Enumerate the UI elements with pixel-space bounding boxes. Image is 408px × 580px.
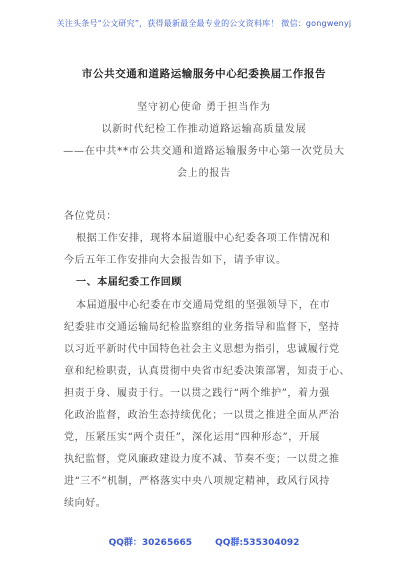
header-promo-note: 关注头条号“公文研究”，获得最新最全最专业的公文资料库！ 微信：gongwenyj — [56, 19, 352, 28]
section-1-line-2: 纪委驻市交通运输局纪检监察组的业务指导和监督下，坚持 — [64, 322, 340, 333]
section-1-line-1: 本届道服中心纪委在市交通局党组的坚强领导下，在市 — [76, 300, 331, 311]
section-1-line-6: 化政治监督，政治生态持续优化；一以贯之推进全面从严治 — [64, 410, 340, 421]
section-1-line-10: 续向好。 — [64, 498, 107, 509]
section-1-line-8: 执纪监督，党风廉政建设力度不减、节奏不变；一以贯之推 — [64, 454, 340, 465]
subtitle-line-2: 以新时代纪检工作推动道路运输高质量发展 — [101, 124, 307, 135]
footer-qq-group-2: QQ群:535304092 — [215, 538, 300, 548]
footer-qq-group-1: QQ群：30265665 — [108, 538, 192, 548]
subtitle-line-3: ——在中共**市公共交通和道路运输服务中心第一次党员大 — [63, 146, 345, 157]
section-1-heading: 一、本届纪委工作回顾 — [76, 277, 182, 288]
subtitle-line-1: 坚守初心使命 勇于担当作为 — [137, 102, 271, 113]
footer-qq-groups — [0, 535, 408, 548]
section-1-line-4: 章和纪检职责，认真贯彻中央省市纪委决策部署，知责于心、 — [64, 366, 351, 377]
section-1-line-3: 以习近平新时代中国特色社会主义思想为指引，忠诚履行党 — [64, 344, 340, 355]
section-1-line-9: 进“三不”机制，严格落实中央八项规定精神，政风行风持 — [64, 476, 330, 487]
document-title: 市公共交通和道路运输服务中心纪委换届工作报告 — [81, 68, 327, 80]
section-1-line-7: 党，压紧压实“两个责任”，深化运用“四种形态”，开展 — [64, 432, 321, 443]
intro-line-2: 今后五年工作安排向大会报告如下，请予审议。 — [64, 255, 287, 266]
intro-line-1: 根据工作安排，现将本届道服中心纪委各项工作情况和 — [76, 233, 331, 244]
greeting: 各位党员： — [64, 211, 117, 222]
subtitle-line-4: 会上的报告 — [177, 168, 231, 179]
section-1-line-5: 担责于身、履责于行。一以贯之践行“两个维护”，着力强 — [64, 388, 330, 399]
